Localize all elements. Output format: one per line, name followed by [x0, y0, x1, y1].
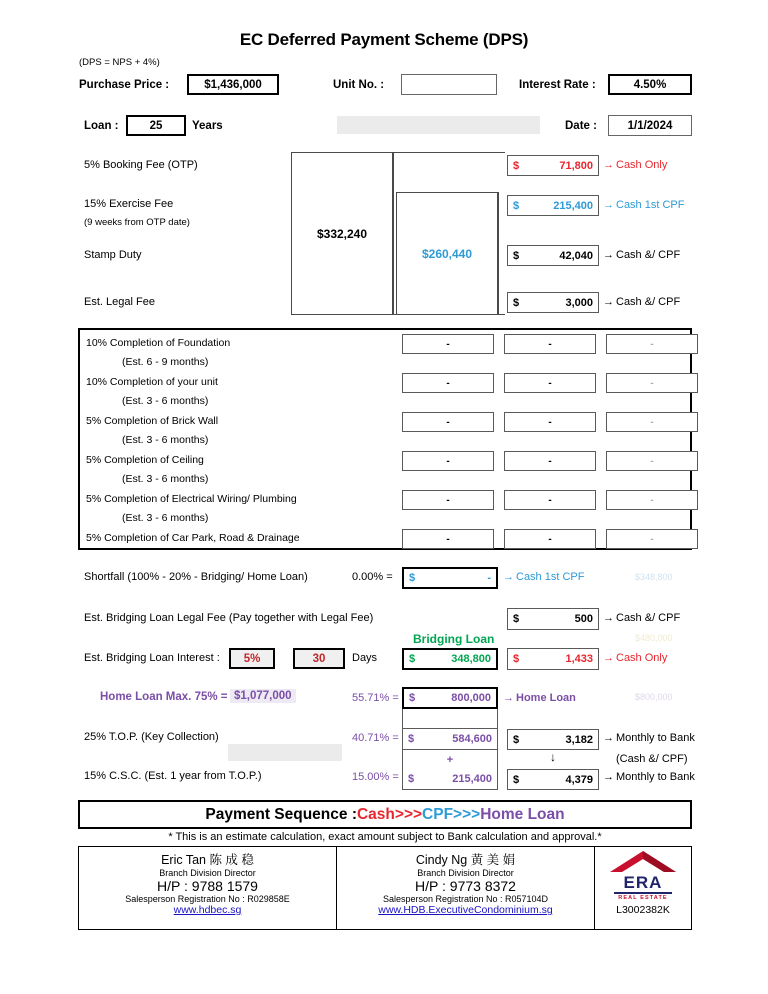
currency-symbol: $	[513, 249, 520, 262]
currency-symbol: $	[408, 773, 415, 785]
milestone-cell-col1[interactable]: -	[402, 529, 494, 549]
bridging-interest-label: Est. Bridging Loan Interest :	[84, 652, 220, 664]
era-divider	[614, 892, 672, 894]
milestone-cell-col3[interactable]: -	[606, 373, 698, 393]
monthly-payment-note: (Cash &/ CPF)	[616, 753, 688, 765]
currency-symbol: $	[409, 692, 416, 704]
top-monthly-box	[507, 729, 599, 750]
csc-spacer-bar	[228, 744, 342, 761]
bracket-bottom-line	[393, 314, 505, 315]
bridging-interest-amount-box	[507, 648, 599, 670]
loan-term-input[interactable]: 25	[126, 115, 186, 136]
unit-no-label: Unit No. :	[333, 79, 385, 91]
currency-symbol: $	[513, 613, 520, 625]
arrow-icon: →	[603, 249, 614, 261]
bridging-legal-fee-label: Est. Bridging Loan Legal Fee (Pay together with Legal Fee)	[84, 612, 374, 624]
milestone-cell-col2[interactable]: -	[504, 490, 596, 510]
page-title: EC Deferred Payment Scheme (DPS)	[239, 30, 529, 49]
arrow-icon: →	[503, 692, 514, 704]
sequence-cash: Cash	[356, 805, 395, 823]
amount-value: 71,800	[559, 159, 593, 172]
currency-symbol: $	[513, 773, 520, 786]
csc-label: 15% C.S.C. (Est. 1 year from T.O.P.)	[84, 770, 262, 782]
home-loan-ghost-value: $800,000	[635, 692, 673, 702]
milestone-cell-col3[interactable]: -	[606, 529, 698, 549]
bridging-loan-amount-box	[402, 648, 498, 670]
home-loan-percent: 55.71% =	[352, 692, 399, 704]
milestone-cell-col2[interactable]: -	[504, 334, 596, 354]
milestone-label: 5% Completion of Ceiling	[86, 454, 204, 466]
bridging-interest-payment-tag: Cash Only	[616, 652, 668, 664]
agent-name: Eric Tan 陈 成 稳	[161, 853, 254, 867]
agent-website-link[interactable]: www.HDB.ExecutiveCondominium.sg	[378, 904, 553, 916]
amount-value: 348,800	[451, 653, 491, 665]
plus-sign: +	[446, 753, 454, 766]
agent-registration-no: Salesperson Registration No : R057104D	[382, 894, 549, 904]
exercise-fee-amount-box	[507, 195, 599, 216]
amount-value: 42,040	[559, 249, 593, 262]
milestone-sublabel: (Est. 3 - 6 months)	[122, 473, 209, 485]
agency-logo-cell	[595, 847, 691, 929]
bracket-divider-line	[393, 152, 394, 315]
bridging-legal-fee-payment-tag: Cash &/ CPF	[616, 612, 681, 624]
row-label-legal-fee: Est. Legal Fee	[84, 296, 155, 308]
milestone-cell-col1[interactable]: -	[402, 373, 494, 393]
purchase-price-input[interactable]: $1,436,000	[187, 74, 279, 95]
shortfall-amount-box	[402, 567, 498, 589]
agent-phone: H/P : 9773 8372	[415, 878, 516, 894]
down-arrow-icon: ↓	[550, 750, 556, 764]
era-logo	[608, 849, 678, 901]
amount-value: 1,433	[565, 653, 593, 665]
dps-formula-note: (DPS = NPS + 4%)	[79, 57, 160, 68]
home-loan-max-label: Home Loan Max. 75% =	[100, 691, 228, 703]
amount-value: 215,400	[553, 199, 593, 212]
amount-value: 584,600	[452, 733, 492, 745]
currency-symbol: $	[513, 159, 520, 172]
arrow-icon: →	[603, 296, 614, 308]
shortfall-label: Shortfall (100% - 20% - Bridging/ Home Loan)	[84, 571, 308, 583]
construction-milestones-table	[78, 328, 692, 550]
agent-name: Cindy Ng 黄 美 娟	[415, 853, 516, 867]
header-spacer-bar	[337, 116, 540, 134]
agent-phone: H/P : 9788 1579	[157, 878, 258, 894]
milestone-cell-col3[interactable]: -	[606, 490, 698, 510]
csc-monthly-box	[507, 769, 599, 790]
arrow-icon: →	[603, 199, 614, 211]
top-amount-box	[402, 729, 498, 750]
row-label-booking-fee: 5% Booking Fee (OTP)	[84, 159, 198, 171]
milestone-cell-col1[interactable]: -	[402, 412, 494, 432]
legal-fee-amount-box	[507, 292, 599, 313]
purchase-price-label: Purchase Price :	[79, 79, 170, 91]
date-label: Date :	[565, 120, 597, 132]
legal-fee-payment-tag: Cash &/ CPF	[616, 296, 681, 308]
milestone-cell-col2[interactable]: -	[504, 451, 596, 471]
currency-symbol: $	[409, 572, 416, 584]
milestone-cell-col2[interactable]: -	[504, 373, 596, 393]
amount-value: 4,379	[565, 773, 593, 786]
bridging-rate-input[interactable]: 5%	[229, 648, 275, 669]
home-loan-amount-box	[402, 687, 498, 709]
csc-payment-tag: Monthly to Bank	[616, 771, 695, 783]
amount-value: -	[487, 572, 491, 584]
arrow-icon: →	[603, 159, 614, 171]
shortfall-percent: 0.00% =	[352, 571, 393, 583]
milestone-cell-col1[interactable]: -	[402, 334, 494, 354]
milestone-cell-col1[interactable]: -	[402, 451, 494, 471]
agent-role: Branch Division Director	[159, 868, 256, 878]
bridging-legal-fee-amount-box	[507, 608, 599, 630]
top-percent: 40.71% =	[352, 732, 399, 744]
sequence-separator-2: >>>	[453, 805, 481, 823]
top-payment-tag: Monthly to Bank	[616, 732, 695, 744]
milestone-sublabel: (Est. 6 - 9 months)	[122, 356, 209, 368]
row-label-exercise-fee: 15% Exercise Fee	[84, 198, 174, 210]
total-upfront-bracket: $332,240	[291, 152, 393, 315]
era-brand-text: ERA	[623, 873, 663, 892]
milestone-cell-col2[interactable]: -	[504, 412, 596, 432]
agent-card-2	[337, 847, 595, 929]
arrow-icon: →	[503, 571, 514, 583]
bracket-top-line	[393, 152, 505, 153]
agent-role: Branch Division Director	[417, 868, 514, 878]
milestone-cell-col2[interactable]: -	[504, 529, 596, 549]
shortfall-ghost-value: $348,800	[635, 572, 673, 582]
sequence-cpf: CPF	[422, 805, 454, 823]
shortfall-payment-tag: Cash 1st CPF	[516, 571, 585, 583]
agent-registration-no: Salesperson Registration No : R029858E	[125, 894, 290, 904]
milestone-label: 10% Completion of your unit	[86, 376, 218, 388]
currency-symbol: $	[408, 733, 415, 745]
disclaimer-text: * This is an estimate calculation, exact amount subject to Bank calculation and approval.*	[168, 831, 602, 843]
booking-fee-payment-tag: Cash Only	[616, 159, 668, 171]
milestone-label: 5% Completion of Brick Wall	[86, 415, 219, 427]
loan-term-unit: Years	[192, 120, 223, 132]
currency-symbol: $	[513, 653, 520, 665]
interest-rate-input[interactable]: 4.50%	[608, 74, 692, 95]
csc-amount-box	[402, 769, 498, 790]
arrow-icon: →	[603, 732, 614, 744]
agent-contact-table	[78, 846, 692, 930]
milestone-cell-col3[interactable]: -	[606, 334, 698, 354]
plus-operator-cell	[402, 750, 498, 770]
milestone-cell-col1[interactable]: -	[402, 490, 494, 510]
date-input[interactable]: 1/1/2024	[608, 115, 692, 136]
milestone-label: 5% Completion of Electrical Wiring/ Plumbing	[86, 493, 297, 505]
home-loan-spacer-cell	[402, 709, 498, 729]
currency-symbol: $	[513, 296, 520, 309]
era-tagline: REAL ESTATE	[618, 894, 668, 901]
amount-value: 500	[574, 613, 593, 625]
interest-rate-label: Interest Rate :	[519, 79, 596, 91]
currency-symbol: $	[409, 653, 416, 665]
arrow-icon: →	[603, 652, 614, 664]
exercise-fee-payment-tag: Cash 1st CPF	[616, 199, 685, 211]
milestone-cell-col3[interactable]: -	[606, 412, 698, 432]
currency-symbol: $	[513, 733, 520, 746]
amount-value: 3,182	[565, 733, 593, 746]
sequence-separator-1: >>>	[394, 805, 423, 823]
row-label-stamp-duty: Stamp Duty	[84, 249, 142, 261]
cpf-subtotal-bracket: $260,440	[396, 192, 498, 315]
agent-website-link[interactable]: www.hdbec.sg	[173, 904, 242, 916]
era-roof-icon	[608, 849, 678, 875]
bridging-loan-caption: Bridging Loan	[413, 632, 495, 646]
sequence-home-loan: Home Loan	[480, 805, 565, 823]
booking-fee-amount-box	[507, 155, 599, 176]
milestone-cell-col3[interactable]: -	[606, 451, 698, 471]
agent-card-1	[79, 847, 337, 929]
milestone-label: 5% Completion of Car Park, Road & Drainage	[86, 532, 300, 544]
row-sub-exercise-fee: (9 weeks from OTP date)	[84, 217, 190, 228]
top-key-collection-label: 25% T.O.P. (Key Collection)	[84, 731, 219, 743]
payment-sequence-banner	[78, 800, 692, 829]
amount-value: 3,000	[565, 296, 593, 309]
milestone-sublabel: (Est. 3 - 6 months)	[122, 512, 209, 524]
home-loan-payment-tag: Home Loan	[516, 692, 576, 704]
bridging-days-input[interactable]: 30	[293, 648, 345, 669]
milestone-sublabel: (Est. 3 - 6 months)	[122, 395, 209, 407]
arrow-icon: →	[603, 771, 614, 783]
amount-value: 215,400	[452, 773, 492, 785]
stamp-duty-payment-tag: Cash &/ CPF	[616, 249, 681, 261]
amount-value: 800,000	[451, 692, 491, 704]
csc-percent: 15.00% =	[352, 771, 399, 783]
arrow-icon: →	[603, 612, 614, 624]
agency-license-no: L3002382K	[616, 903, 670, 916]
bridging-days-unit: Days	[352, 652, 378, 664]
sequence-prefix: Payment Sequence :	[205, 805, 357, 823]
subbracket-right-line	[498, 192, 499, 315]
loan-term-label: Loan :	[84, 120, 119, 132]
stamp-duty-amount-box	[507, 245, 599, 266]
home-loan-max-value: $1,077,000	[230, 689, 296, 703]
currency-symbol: $	[513, 199, 520, 212]
milestone-label: 10% Completion of Foundation	[86, 337, 231, 349]
milestone-sublabel: (Est. 3 - 6 months)	[122, 434, 209, 446]
bridging-ghost-value: $480,000	[635, 633, 673, 643]
unit-no-input[interactable]	[401, 74, 497, 95]
